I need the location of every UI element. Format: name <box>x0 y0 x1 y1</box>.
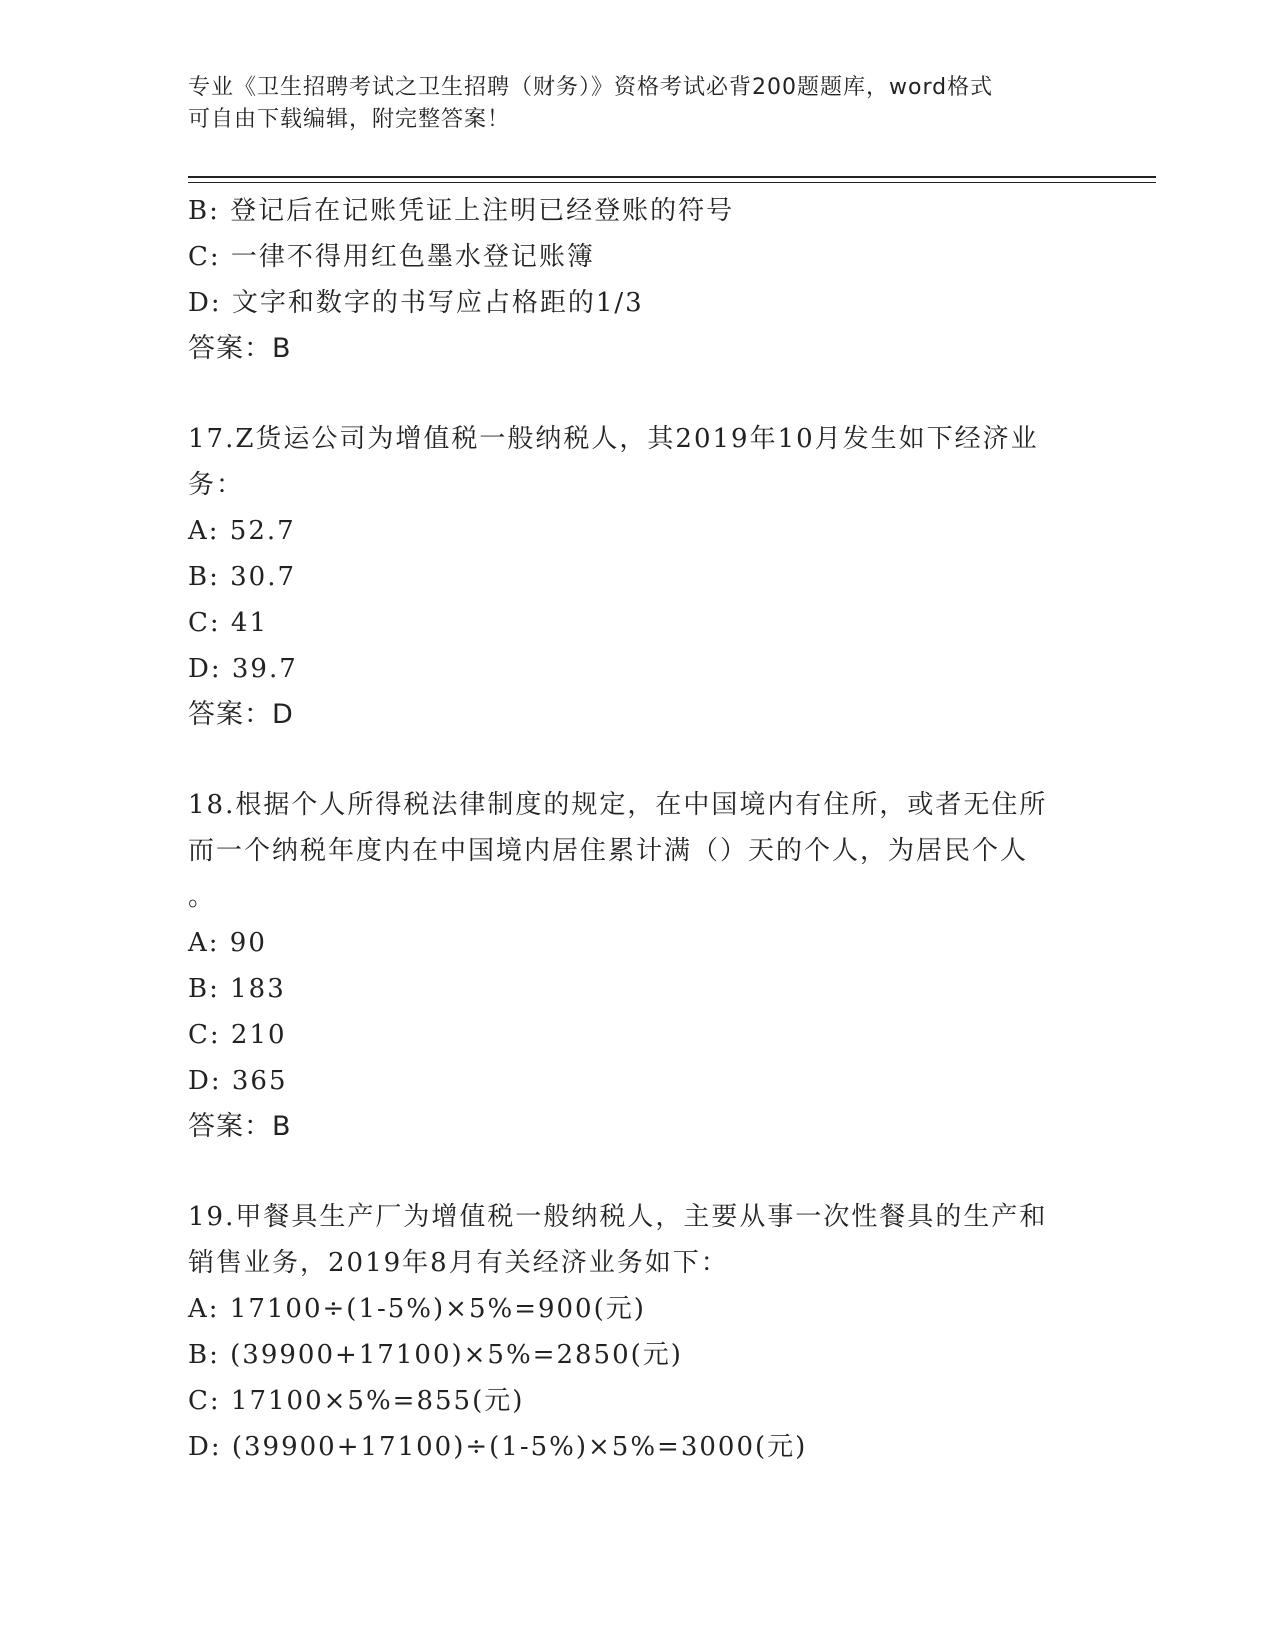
option-a: A: 90 <box>188 928 267 958</box>
option-b: B: (39900+17100)×5%=2850(元) <box>188 1340 683 1370</box>
header-title-line-1: 专业《卫生招聘考试之卫生招聘（财务）》资格考试必背200题题库，word格式 <box>188 75 994 100</box>
option-b: B: 30.7 <box>188 562 297 592</box>
answer-label: 答案：B <box>188 1111 292 1142</box>
option-c: C: 一律不得用红色墨水登记账簿 <box>188 242 595 272</box>
option-d: D: 文字和数字的书写应占格距的1/3 <box>188 288 644 318</box>
answer-label: 答案：B <box>188 333 292 364</box>
question-content <box>188 188 1088 1470</box>
question-18-line-1: 18.根据个人所得税法律制度的规定，在中国境内有住所，或者无住所 <box>188 790 1048 820</box>
header-divider <box>188 176 1156 178</box>
option-c: C: 210 <box>188 1020 287 1050</box>
option-b: B: 183 <box>188 974 286 1004</box>
question-19-line-1: 19.甲餐具生产厂为增值税一般纳税人，主要从事一次性餐具的生产和 <box>188 1202 1048 1232</box>
option-c: C: 17100×5%=855(元) <box>188 1386 525 1416</box>
option-a: A: 52.7 <box>188 516 296 546</box>
question-17-line-1: 17.Z货运公司为增值税一般纳税人，其2019年10月发生如下经济业 <box>188 424 1039 454</box>
option-c: C: 41 <box>188 608 269 638</box>
option-d: D: 365 <box>188 1066 288 1096</box>
answer-label: 答案：D <box>188 699 294 730</box>
header-title-line-2: 可自由下载编辑，附完整答案！ <box>188 107 511 132</box>
option-a: A: 17100÷(1-5%)×5%=900(元) <box>188 1294 646 1324</box>
question-17-line-2: 务： <box>188 470 245 500</box>
question-18-line-2: 而一个纳税年度内在中国境内居住累计满（）天的个人，为居民个人 <box>188 836 1029 866</box>
option-b: B: 登记后在记账凭证上注明已经登账的符号 <box>188 196 735 226</box>
option-d: D: 39.7 <box>188 654 298 684</box>
option-d: D: (39900+17100)÷(1-5%)×5%=3000(元) <box>188 1432 808 1462</box>
document-header <box>188 72 1088 136</box>
question-18-line-3: 。 <box>188 882 217 912</box>
question-19-line-2: 销售业务，2019年8月有关经济业务如下： <box>188 1248 729 1278</box>
header-divider-thin <box>188 182 1156 183</box>
